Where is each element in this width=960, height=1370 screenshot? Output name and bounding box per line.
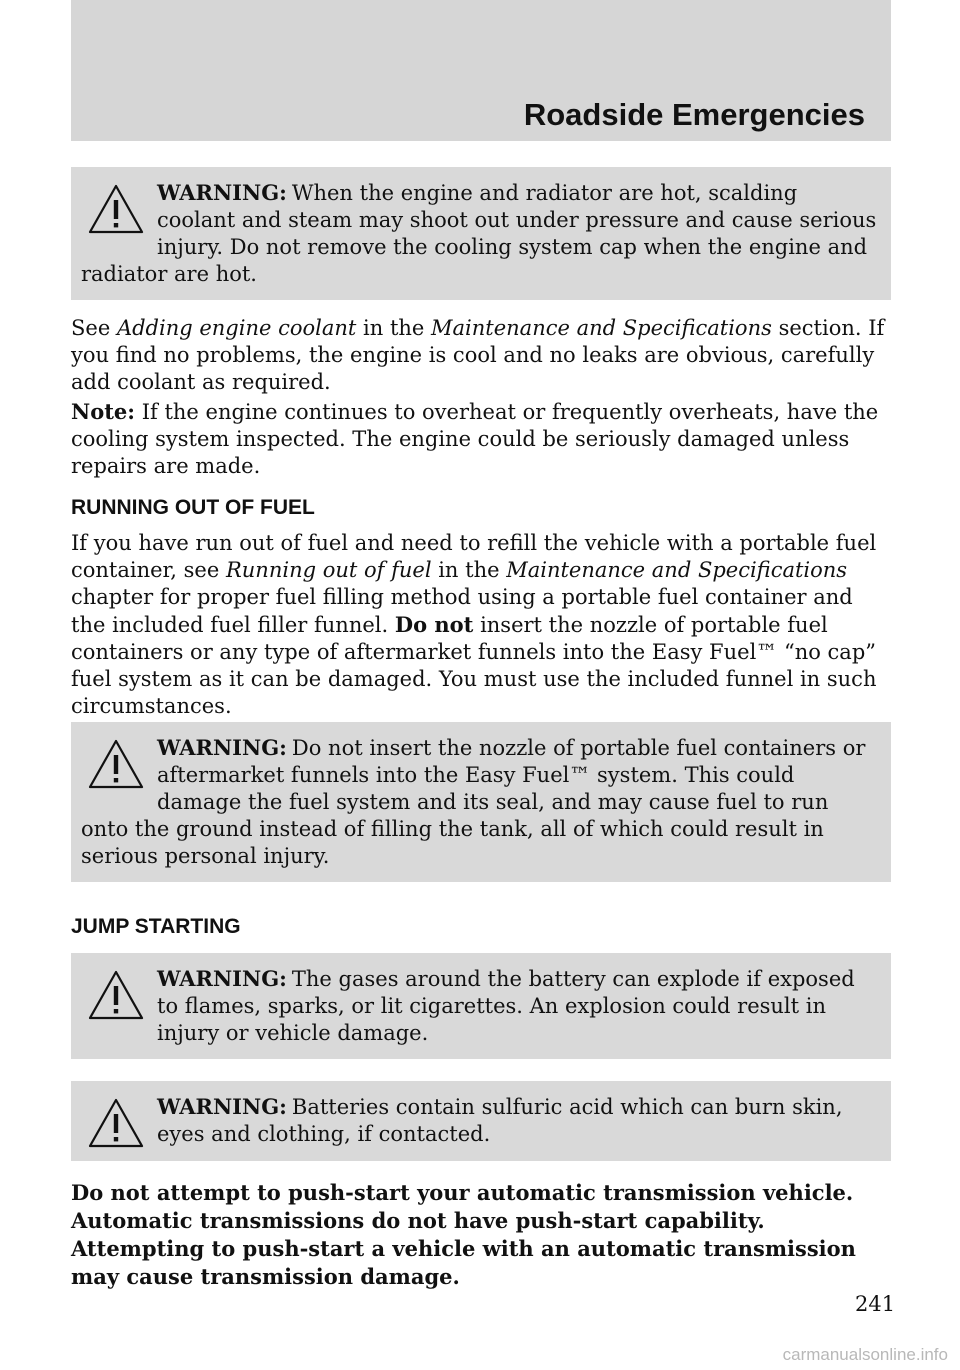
warning-text: When the engine and radiator are hot, scalding coolant and steam may shoot out under pressure and cause serious injury. Do not remove the cooling system cap when the engine and radiator are hot. [81, 181, 877, 286]
warning-box-easy-fuel [71, 722, 891, 882]
warning-triangle-icon [87, 738, 145, 790]
fuel-text-2: chapter for proper fuel filling method using a portable fuel container and the included fuel filler funnel. [71, 585, 853, 637]
ref-maintenance-specifications: Maintenance and Specifications [431, 316, 772, 340]
warning-triangle-icon [87, 969, 145, 1021]
warning-label: WARNING: [157, 966, 287, 991]
warning-triangle-icon [87, 1097, 145, 1149]
note-label: Note: [71, 399, 136, 424]
fuel-paragraph [71, 530, 891, 720]
warning-box-coolant [71, 167, 891, 300]
fuel-text-1: If you have run out of fuel and need to refill the vehicle with a portable fuel container, see [71, 531, 877, 582]
ref-maintenance-specifications: Maintenance and Specifications [506, 558, 848, 582]
text-coolant-rest: section. If you find no problems, the engine is cool and no leaks are obvious, carefully add coolant as required. [71, 316, 885, 394]
warning-box-battery-gases [71, 953, 891, 1059]
page-number: 241 [855, 1292, 896, 1316]
warning-text: Do not insert the nozzle of portable fuel containers or aftermarket funnels into the Easy Fuel™ system. This could damage the fuel system and its seal, and may cause fuel to run onto the ground instead of filling the tank, all of which could result in serious personal injury. [81, 736, 866, 868]
warning-label: WARNING: [157, 180, 287, 205]
warning-label: WARNING: [157, 1094, 287, 1119]
warning-text: Batteries contain sulfuric acid which can burn skin, eyes and clothing, if contacted. [157, 1095, 843, 1146]
watermark: carmanualsonline.info [782, 1345, 948, 1364]
text-in-the: in the [438, 558, 500, 582]
warning-triangle-icon [87, 183, 145, 235]
fuel-text-3: insert the nozzle of portable fuel containers or any type of aftermarket funnels into the Easy Fuel™ “no cap” fuel system as it can be damaged. You must use the included funnel in such circumstances. [71, 613, 877, 718]
header-band [71, 0, 891, 141]
note-paragraph [71, 398, 891, 480]
warning-box-sulfuric-acid [71, 1081, 891, 1161]
push-start-warning-paragraph: Do not attempt to push-start your automatic transmission vehicle. Automatic transmissions do not have push-start capability. Attempting to push-start a vehicle with an automatic transmission may cause transmission damage. [71, 1180, 856, 1289]
warning-label: WARNING: [157, 735, 287, 760]
heading-running-out-of-fuel: RUNNING OUT OF FUEL [71, 496, 315, 519]
text-in-the: in the [363, 316, 425, 340]
ref-running-out-of-fuel: Running out of fuel [225, 558, 432, 582]
text-see: See [71, 316, 111, 340]
note-text: If the engine continues to overheat or frequently overheats, have the cooling system inspected. The engine could be seriously damaged unless repairs are made. [71, 400, 879, 478]
coolant-paragraph [71, 315, 891, 396]
do-not-emphasis: Do not [394, 612, 474, 637]
ref-adding-engine-coolant: Adding engine coolant [116, 316, 357, 340]
heading-jump-starting: JUMP STARTING [71, 915, 241, 938]
page-header-title: Roadside Emergencies [523, 97, 865, 132]
warning-text: The gases around the battery can explode if exposed to flames, sparks, or lit cigarettes. An explosion could result in injury or vehicle damage. [157, 967, 855, 1045]
